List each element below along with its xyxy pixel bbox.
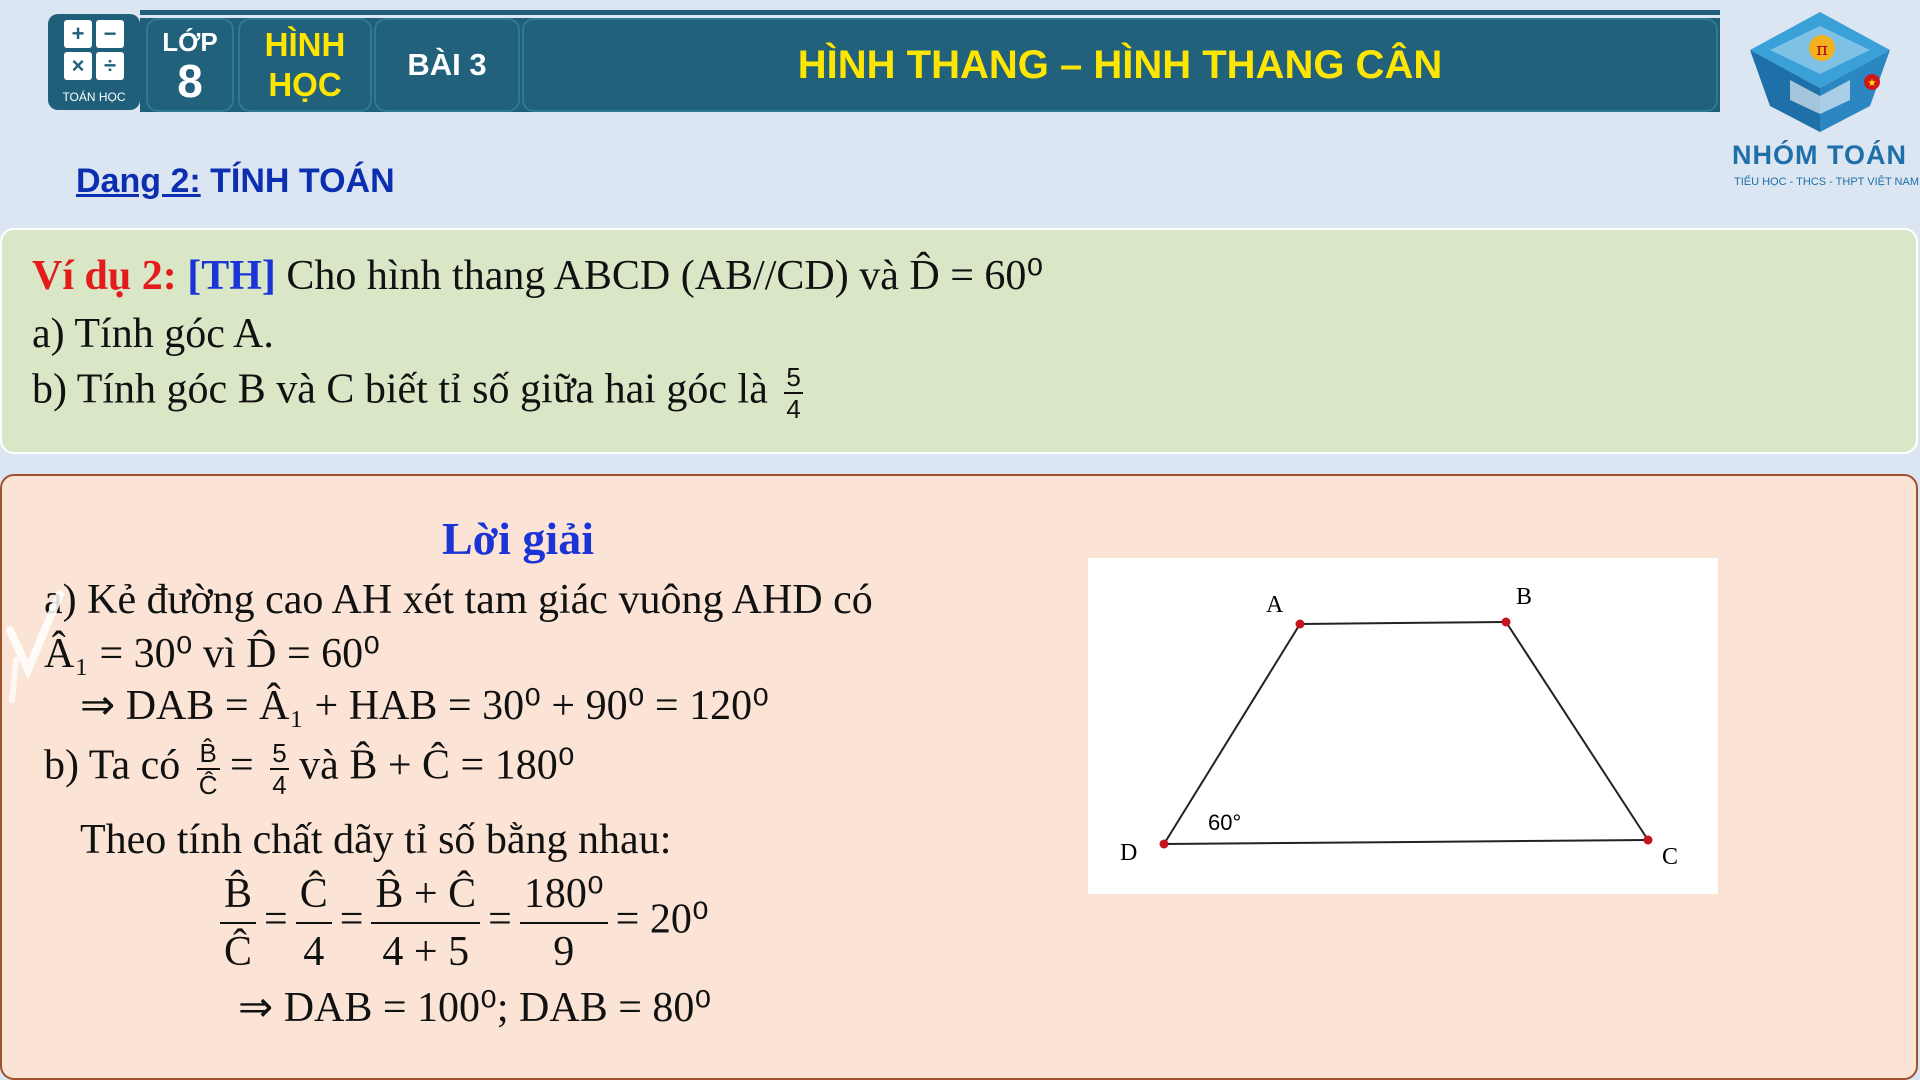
eq-f4-denominator: 9 (553, 929, 575, 975)
b-ratio-fraction (197, 738, 220, 800)
point-a (1296, 620, 1305, 629)
plus-icon: + (64, 20, 92, 48)
example-label: Ví dụ 2: (32, 253, 177, 299)
problem-statement-line (32, 250, 1043, 300)
problem-statement: Cho hình thang ABCD (AB//CD) và D̂ = 60⁰ (286, 253, 1044, 299)
edge-cd (1164, 840, 1648, 844)
ratio-equation: $\frac{B̂}{Ĉ}$ = $\frac{Ĉ}{4}$ = $\frac{B̂ + Ĉ}{4 + 5}$ = $\frac{\text{180⁰}}{9}$ = 20⁰ (212, 866, 709, 980)
point-b (1502, 618, 1511, 627)
eq-fraction-4 (520, 866, 608, 980)
math-symbols-icon (64, 20, 124, 80)
svg-text:★: ★ (1867, 78, 1877, 89)
eq-f3-denominator: 4 + 5 (382, 929, 470, 975)
math-logo (48, 14, 140, 110)
ratio-fraction (784, 362, 802, 424)
eq-fraction-1 (220, 866, 256, 980)
svg-text:π: π (1816, 39, 1828, 60)
problem-part-b: b) Tính góc B và C biết tỉ số giữa hai góc là (32, 366, 768, 413)
label-d: D (1120, 840, 1138, 866)
lesson-badge: BÀI 3 (374, 18, 520, 112)
grade-number: 8 (177, 54, 203, 107)
solution-b-suffix: và B̂ + Ĉ = 180⁰ (299, 742, 575, 789)
brand-subtitle: TIỂU HỌC - THCS - THPT VIỆT NAM (1734, 176, 1919, 188)
brand-logo (1730, 8, 1920, 188)
pi-cube-icon (1730, 8, 1910, 136)
eq-f2-denominator: 4 (303, 929, 325, 975)
solution-a-line2: Â₁ = 30⁰ vì D̂ = 60⁰ (44, 631, 381, 677)
solution-a-line1: a) Kẻ đường cao AH xét tam giác vuông AHD có (44, 577, 873, 623)
divide-icon: ÷ (96, 52, 124, 80)
angle-d-label: 60° (1208, 810, 1242, 835)
eq-f2-numerator: Ĉ (296, 866, 332, 924)
subject-line1: HÌNH (264, 26, 346, 63)
times-icon: × (64, 52, 92, 80)
ratio-numerator: 5 (786, 362, 801, 392)
header-top-line (140, 10, 1720, 15)
problem-box (0, 228, 1918, 454)
eq-result: = 20⁰ (615, 896, 709, 943)
eq-f1-numerator: B̂ (220, 866, 256, 924)
eq-f4-numerator: 180⁰ (520, 866, 608, 924)
b-ratio-denominator: Ĉ (198, 770, 218, 800)
ratio-denominator: 4 (786, 394, 801, 424)
edge-ab (1300, 622, 1506, 624)
section-title: TÍNH TOÁN (210, 162, 395, 200)
lesson-title: HÌNH THANG – HÌNH THANG CÂN (522, 18, 1718, 112)
eq-f3-numerator: B̂ + Ĉ (371, 866, 480, 924)
brand-name: NHÓM TOÁN (1732, 140, 1907, 170)
b-value-numerator: 5 (272, 738, 287, 768)
b-ratio-numerator: B̂ (197, 738, 220, 770)
grade-badge (146, 18, 234, 112)
b-equals: = (230, 742, 254, 789)
subject-badge (238, 18, 372, 112)
logo-label: TOÁN HỌC (62, 90, 126, 104)
solution-title: Lời giải (442, 513, 594, 564)
eq-fraction-2 (296, 866, 332, 980)
point-c (1644, 836, 1653, 845)
minus-icon: − (96, 20, 124, 48)
checkmark-watermark-icon (2, 590, 66, 710)
solution-b-line1 (44, 738, 575, 800)
problem-part-b-line (32, 362, 803, 424)
level-tag: [TH] (187, 253, 276, 299)
solution-final: ⇒ DAB = 100⁰; DAB = 80⁰ (238, 985, 712, 1031)
eq-fraction-3 (371, 866, 480, 980)
b-value-fraction (270, 738, 288, 800)
subject-line2: HỌC (268, 66, 342, 103)
section-label: Dang 2: (76, 162, 201, 200)
solution-a-line3: ⇒ DAB = Â₁ + HAB = 30⁰ + 90⁰ = 120⁰ (80, 683, 769, 729)
grade-label: LỚP (162, 26, 218, 57)
problem-part-a: a) Tính góc A. (32, 311, 274, 357)
solution-b-line2: Theo tính chất dãy tỉ số bằng nhau: (80, 817, 672, 863)
section-heading (76, 162, 395, 201)
label-c: C (1662, 844, 1679, 870)
b-value-denominator: 4 (272, 770, 287, 800)
solution-b-prefix: b) Ta có (44, 742, 181, 789)
label-b: B (1516, 584, 1533, 610)
eq-f1-denominator: Ĉ (224, 929, 253, 975)
point-d (1160, 840, 1169, 849)
edge-bc (1506, 622, 1648, 840)
label-a: A (1266, 592, 1284, 618)
trapezoid-diagram (1088, 558, 1718, 894)
